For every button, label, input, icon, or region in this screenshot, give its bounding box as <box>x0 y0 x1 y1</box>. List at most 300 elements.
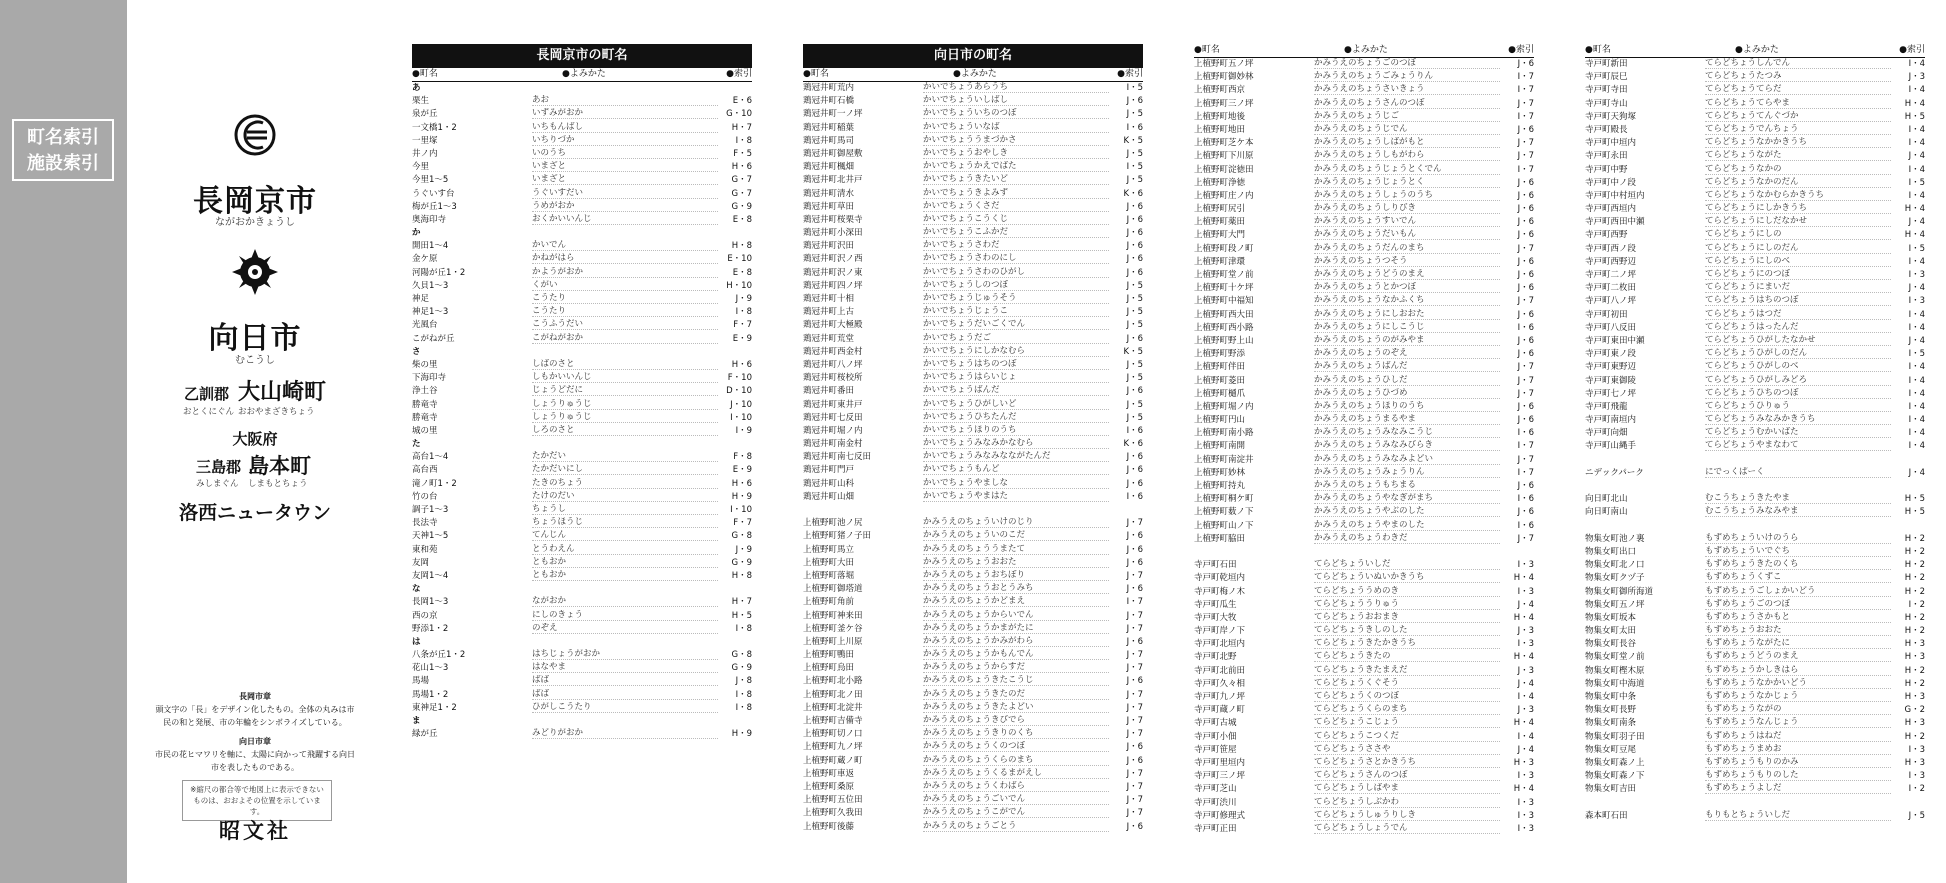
list-item <box>1194 454 1534 467</box>
town-name: 上植野町猪ノ子田 <box>803 531 872 542</box>
list-item <box>412 135 752 148</box>
town-reading: かみうえのちょうじご <box>1314 111 1500 122</box>
town-name: 上植野町大田 <box>803 557 855 568</box>
spacer <box>1585 520 1925 533</box>
header-name: ●町名 <box>1194 45 1220 55</box>
list-item <box>1194 71 1534 84</box>
town-reading: かいでちょうはちのつぼ <box>923 359 1109 370</box>
town-reading: かみうえのちょうしもがわら <box>1314 150 1500 161</box>
town-name: 上植野町尻引 <box>1194 204 1246 215</box>
town-name: 一里塚 <box>412 135 438 146</box>
list-item <box>412 385 752 398</box>
list-item <box>1194 58 1534 71</box>
town-reading: いまざと <box>532 174 718 185</box>
town-reading: ばば <box>532 689 718 700</box>
town-reading: てらどちょうこつくだ <box>1314 731 1500 742</box>
town-reading: はちじょうがおか <box>532 649 718 660</box>
grid-ref: I・5 <box>1126 162 1143 173</box>
list-item <box>803 227 1143 240</box>
oyamazaki-name: 大山崎町 <box>238 380 327 405</box>
grid-ref: I・6 <box>1126 425 1143 436</box>
grid-ref: E・9 <box>732 465 752 476</box>
town-name: 鶏冠井町東井戸 <box>803 399 863 410</box>
town-reading: かみうえのちょうおおた <box>923 557 1109 568</box>
town-reading: てらどちょうひちのつぼ <box>1705 388 1891 399</box>
town-name: 寺戸町西野 <box>1585 230 1628 241</box>
grid-ref: J・4 <box>1908 217 1925 228</box>
town-name: 物集女町出口 <box>1585 546 1637 557</box>
grid-ref: I・5 <box>1908 349 1925 360</box>
town-reading: もりもとちょういしだ <box>1705 810 1891 821</box>
town-name: 寺戸町瓜生 <box>1194 599 1237 610</box>
list-item <box>803 517 1143 530</box>
town-name: 上植野町池ノ尻 <box>803 518 863 529</box>
grid-ref: I・3 <box>1517 560 1534 571</box>
grid-ref: J・7 <box>1126 729 1143 740</box>
town-reading: てらどちょうにまいだ <box>1705 282 1891 293</box>
town-reading: てらどちょうはちのつぼ <box>1705 295 1891 306</box>
list-item <box>803 675 1143 688</box>
town-reading: かいでちょうじゅうそう <box>923 293 1109 304</box>
nagaokakyo-emblem-icon <box>233 113 277 157</box>
town-reading: はなやま <box>532 662 718 673</box>
town-name: 八条が丘1・2 <box>412 650 466 661</box>
town-reading: こうたり <box>532 306 718 317</box>
town-reading: たけのだい <box>532 491 718 502</box>
list-item <box>803 715 1143 728</box>
town-name: 寺戸町小佃 <box>1194 731 1237 742</box>
list-item <box>1585 295 1925 308</box>
grid-ref: I・3 <box>1517 797 1534 808</box>
grid-ref: J・6 <box>1517 270 1534 280</box>
town-name: 寺戸町寺山 <box>1585 98 1628 109</box>
grid-ref: J・5 <box>1126 109 1143 120</box>
town-reading: むこうちょうみなみやま <box>1705 506 1891 517</box>
list-item <box>1194 480 1534 493</box>
list-item <box>803 240 1143 253</box>
list-item <box>1194 177 1534 190</box>
grid-ref: H・2 <box>1904 533 1925 544</box>
kana-heading <box>412 438 752 451</box>
town-name: 上植野町車返 <box>803 768 855 779</box>
town-reading: かみうえのちょうかもんでん <box>923 649 1109 660</box>
list-item <box>1585 84 1925 97</box>
tab-line-facility-index: 施設索引 <box>27 153 99 174</box>
list-item <box>412 122 752 135</box>
list-item <box>803 530 1143 543</box>
list-item <box>1585 388 1925 401</box>
list-item <box>1585 757 1925 770</box>
list-item <box>803 464 1143 477</box>
list-item <box>1585 401 1925 414</box>
shimamoto-district-reading: みしまぐん <box>196 479 239 489</box>
town-name: 鶏冠井町楓畑 <box>803 162 855 173</box>
list-item <box>412 425 752 438</box>
town-name: こがねが丘 <box>412 333 455 344</box>
town-reading: もずめちょういでぐち <box>1705 546 1891 557</box>
town-reading: もずめちょうきたのくち <box>1705 559 1891 570</box>
grid-ref: H・3 <box>1904 757 1925 768</box>
town-reading: もずめちょういけのうら <box>1705 533 1891 544</box>
town-reading: かみうえのちょうやまのした <box>1314 520 1500 531</box>
index-tab[interactable] <box>12 119 114 181</box>
town-reading: かみうえのちょうかどまえ <box>923 596 1109 607</box>
town-name: 上植野町芝ケ本 <box>1194 138 1254 149</box>
town-reading: てらどちょうてんぐづか <box>1705 111 1891 122</box>
town-reading: ともおか <box>532 570 718 581</box>
town-reading: てらどちょうなかかきうち <box>1705 137 1891 148</box>
grid-ref: J・6 <box>1517 230 1534 241</box>
town-reading: てらどちょうひがしたなかせ <box>1705 335 1891 346</box>
list-item <box>1194 770 1534 783</box>
grid-ref: H・5 <box>1904 111 1925 122</box>
list-item <box>803 267 1143 280</box>
grid-ref: J・7 <box>1126 781 1143 792</box>
grid-ref: E・10 <box>727 254 752 265</box>
grid-ref: J・6 <box>1517 217 1534 228</box>
town-reading: かみうえのちょうとかつぼ <box>1314 282 1500 293</box>
list-item <box>1194 638 1534 651</box>
town-reading: てらどちょうくらのまち <box>1314 704 1500 715</box>
town-name: 梅が丘1〜3 <box>412 201 457 212</box>
town-name: 森本町石田 <box>1585 810 1628 821</box>
town-reading: にでっくぱーく <box>1705 467 1891 478</box>
town-reading: かみうえのちょうくるまがえし <box>923 768 1109 779</box>
town-reading: てらどちょうなかの <box>1705 164 1891 175</box>
town-reading: もずめちょうかしきはら <box>1705 665 1891 676</box>
list-item <box>803 306 1143 319</box>
list-item <box>1194 533 1534 546</box>
list-item <box>1194 256 1534 269</box>
list-item <box>803 372 1143 385</box>
list-item <box>1194 744 1534 757</box>
list-item <box>1585 243 1925 256</box>
list-item <box>1585 625 1925 638</box>
list-item <box>1585 440 1925 453</box>
town-reading: てらどちょうしゅうりしき <box>1314 810 1500 821</box>
town-reading: てらどちょうなかのだん <box>1705 177 1891 188</box>
list-item <box>1585 665 1925 678</box>
grid-ref: I・5 <box>1126 83 1143 93</box>
town-reading: てらどちょうきたの <box>1314 651 1500 662</box>
list-item <box>412 491 752 504</box>
list-item <box>412 412 752 425</box>
grid-ref: H・4 <box>1904 98 1925 109</box>
town-name: 上植野町上川原 <box>803 636 863 647</box>
list-item <box>803 174 1143 187</box>
town-name: 鶏冠井町桜校所 <box>803 373 863 384</box>
town-name: 鶏冠井町北井戸 <box>803 175 863 186</box>
grid-ref: J・10 <box>730 399 752 410</box>
grid-ref: K・5 <box>1123 346 1143 357</box>
town-reading: かみうえのちょうにしこうじ <box>1314 322 1500 333</box>
town-name: 上植野町九ノ坪 <box>803 742 863 753</box>
list-item <box>1585 744 1925 757</box>
town-reading: かみうえのちょうなかふくち <box>1314 295 1500 306</box>
town-name: 鶏冠井町山畑 <box>803 491 855 502</box>
town-reading: かみうえのちょういけのじり <box>923 517 1109 528</box>
town-reading: てらどちょうにしかきうち <box>1705 203 1891 214</box>
grid-ref: I・10 <box>730 412 752 423</box>
town-reading: てらどちょうやまなわて <box>1705 440 1891 451</box>
grid-ref: H・8 <box>731 241 752 252</box>
grid-ref: I・8 <box>735 623 752 634</box>
grid-ref: J・7 <box>1126 795 1143 806</box>
grid-ref: I・4 <box>1908 85 1925 96</box>
list-item <box>1194 361 1534 374</box>
town-name: 緑が丘 <box>412 729 438 740</box>
grid-ref: J・6 <box>1126 742 1143 753</box>
town-name: 浄土谷 <box>412 386 438 397</box>
list-item <box>803 451 1143 464</box>
town-reading: かいでちょうじょうこ <box>923 306 1109 317</box>
town-reading: かみうえのちょうじょうとくでん <box>1314 164 1500 175</box>
town-reading: にしのきょう <box>532 610 718 621</box>
list-item <box>1585 150 1925 163</box>
list-item <box>1194 282 1534 295</box>
list-item <box>803 596 1143 609</box>
list-item <box>1194 150 1534 163</box>
list-item <box>803 491 1143 504</box>
emblem1-title: 長岡市章 <box>239 692 271 701</box>
list-item <box>803 728 1143 741</box>
town-reading: かみうえのちょうかまがたに <box>923 623 1109 634</box>
town-name: 上植野町久我田 <box>803 808 863 819</box>
muko-emblem-icon <box>230 247 280 297</box>
list-item <box>1194 295 1534 308</box>
town-name: 寺戸町西野辺 <box>1585 256 1637 267</box>
town-name: 高台西 <box>412 465 438 476</box>
list-item <box>412 372 752 385</box>
town-name: 上植野町十ケ坪 <box>1194 283 1254 294</box>
list-item <box>1585 572 1925 585</box>
list-item <box>1585 704 1925 717</box>
town-name: 寺戸町辰巳 <box>1585 72 1628 83</box>
grid-ref: J・3 <box>1517 705 1534 716</box>
list-item <box>1585 58 1925 71</box>
town-reading: しょうりゅうじ <box>532 399 718 410</box>
town-name: 寺戸町西垣内 <box>1585 204 1637 215</box>
town-name: 勝竜寺 <box>412 399 438 410</box>
town-name: 上植野町西京 <box>1194 85 1246 96</box>
list-item <box>1194 612 1534 625</box>
town-name: 上植野町落堀 <box>803 570 855 581</box>
town-name: 寺戸町北野 <box>1194 652 1237 663</box>
town-reading: みどりがおか <box>532 728 718 739</box>
town-reading: しょうりゅうじ <box>532 412 718 423</box>
list-item <box>412 108 752 121</box>
town-reading: かみうえのちょうこがでん <box>923 807 1109 818</box>
town-name: 上植野町菱田 <box>1194 375 1246 386</box>
grid-ref: K・6 <box>1123 188 1143 199</box>
town-name: 上植野町釜ケ谷 <box>803 623 863 634</box>
shimamoto-reading: しまもとちょう <box>248 479 308 489</box>
list-item <box>1585 137 1925 150</box>
grid-ref: I・3 <box>1908 270 1925 280</box>
town-reading: かいでちょうくさだ <box>923 201 1109 212</box>
grid-ref: J・5 <box>1126 307 1143 318</box>
town-name: 寺戸町大牧 <box>1194 612 1237 623</box>
grid-ref: J・7 <box>1517 296 1534 307</box>
grid-ref: J・7 <box>1126 808 1143 819</box>
grid-ref: J・6 <box>1517 256 1534 267</box>
town-reading: もずめちょうよしだ <box>1705 783 1891 794</box>
town-reading: てらどちょうみなみかきうち <box>1705 414 1891 425</box>
header-reading: ●よみかた <box>953 69 997 79</box>
town-reading: かみうえのちょういのこだ <box>923 530 1109 541</box>
town-reading: こがねがおか <box>532 333 718 344</box>
list-item <box>412 293 752 306</box>
list-item <box>1585 506 1925 519</box>
grid-ref: J・5 <box>1126 373 1143 384</box>
grid-ref: E・8 <box>732 267 752 278</box>
town-reading: かみうえのちょうわきだ <box>1314 533 1500 544</box>
town-name: 上植野町西大田 <box>1194 309 1254 320</box>
town-name: 寺戸町乾垣内 <box>1194 573 1246 584</box>
town-name: 寺戸町九ノ坪 <box>1194 692 1246 702</box>
list-item <box>1194 797 1534 810</box>
emblem1-text: 頭文字の「長」をデザイン化したもの。全体の丸みは市民の和と発展、市の年輪をシンボライズしている。 <box>155 705 355 727</box>
kana-label: あ <box>412 83 421 93</box>
grid-ref: H・4 <box>1513 784 1534 795</box>
grid-ref: H・4 <box>1904 230 1925 241</box>
list-item <box>1585 493 1925 506</box>
town-reading: てらどちょうにしだなかせ <box>1705 216 1891 227</box>
list-item <box>412 214 752 227</box>
town-reading: かいでちょうさわのひがし <box>923 267 1109 278</box>
grid-ref: J・6 <box>1126 584 1143 595</box>
shimamoto-district: 三島郡 <box>196 458 242 476</box>
town-name: 寺戸町岸ノ下 <box>1194 626 1246 637</box>
grid-ref: I・3 <box>1908 744 1925 755</box>
town-reading: かいでちょうにしかなむら <box>923 346 1109 357</box>
header-name: ●町名 <box>803 69 829 79</box>
grid-ref: I・9 <box>735 425 752 436</box>
town-name: 今里 <box>412 162 430 173</box>
list-item <box>412 464 752 477</box>
town-reading: てらどちょうにのつぼ <box>1705 269 1891 280</box>
grid-ref: I・6 <box>1517 520 1534 531</box>
list-item <box>803 794 1143 807</box>
grid-ref: J・6 <box>1126 267 1143 278</box>
grid-ref: I・3 <box>1517 586 1534 597</box>
grid-ref: H・3 <box>1904 692 1925 702</box>
grid-ref: H・5 <box>1904 494 1925 505</box>
list-item <box>803 781 1143 794</box>
town-reading: いちりづか <box>532 135 718 146</box>
town-reading: うぐいすだい <box>532 188 718 199</box>
grid-ref: H・3 <box>1904 652 1925 663</box>
grid-ref: J・4 <box>1517 678 1534 689</box>
grid-ref: J・5 <box>1126 320 1143 331</box>
list-item <box>803 201 1143 214</box>
town-name: 泉が丘 <box>412 109 438 120</box>
town-reading: かみうえのちょうくらのまち <box>923 755 1109 766</box>
list-item <box>803 412 1143 425</box>
list-item <box>803 768 1143 781</box>
town-name: 寺戸町北垣内 <box>1194 639 1246 650</box>
oyamazaki-district: 乙訓郡 <box>184 385 230 403</box>
town-reading: もずめちょうはねだ <box>1705 731 1891 742</box>
grid-ref: J・7 <box>1517 98 1534 109</box>
town-name: 寺戸町修理式 <box>1194 810 1246 821</box>
town-name: 奥海印寺 <box>412 214 447 225</box>
town-name: 上植野町下川原 <box>1194 151 1254 162</box>
tab-line-town-index: 町名索引 <box>27 127 99 148</box>
town-name: 上植野町薮ノ下 <box>1194 507 1254 518</box>
list-item <box>1194 467 1534 480</box>
grid-ref: H・9 <box>731 729 752 740</box>
town-reading: てらどちょうさとかきうち <box>1314 757 1500 768</box>
index-column-muko-2 <box>1194 44 1534 883</box>
town-reading: ちょうほうじ <box>532 517 718 528</box>
list-item <box>1585 770 1925 783</box>
index-column-muko <box>803 44 1143 883</box>
town-name: 物集女町五ノ坪 <box>1585 599 1645 610</box>
list-item <box>1585 783 1925 796</box>
town-name: 上植野町堀ノ内 <box>1194 401 1254 412</box>
list-item <box>803 346 1143 359</box>
grid-ref: H・3 <box>1904 639 1925 650</box>
list-item <box>1194 599 1534 612</box>
town-name: 上植野町淀徳田 <box>1194 164 1254 175</box>
column-header <box>1585 44 1925 58</box>
grid-ref: H・2 <box>1904 586 1925 597</box>
list-item <box>412 240 752 253</box>
list-item <box>1194 717 1534 730</box>
town-reading: たきのちょう <box>532 478 718 489</box>
town-reading: かいでちょうしのつぼ <box>923 280 1109 291</box>
town-reading: かいでちょううまづかさ <box>923 135 1109 146</box>
town-name: 滝ノ町1・2 <box>412 478 457 489</box>
town-reading: かみうえのちょうごとう <box>923 821 1109 832</box>
grid-ref: I・3 <box>1517 771 1534 782</box>
town-reading: てらどちょうむかいばた <box>1705 427 1891 438</box>
town-reading: かみうえのちょうごのつぼ <box>1314 58 1500 69</box>
town-reading: てらどちょうにしのべ <box>1705 256 1891 267</box>
grid-ref: F・7 <box>733 518 752 529</box>
town-name: 東神足1・2 <box>412 702 457 713</box>
grid-ref: J・6 <box>1126 201 1143 212</box>
list-item <box>803 557 1143 570</box>
town-name: 寺戸町初田 <box>1585 309 1628 320</box>
town-reading: ながおか <box>532 596 718 607</box>
town-reading: てらどちょうはつだ <box>1705 309 1891 320</box>
grid-ref: I・6 <box>1126 122 1143 133</box>
nagaokakyo-reading: ながおかきょうし <box>215 217 295 228</box>
column-header <box>803 68 1143 82</box>
kana-label: な <box>412 584 421 595</box>
column-header <box>1194 44 1534 58</box>
grid-ref: H・2 <box>1904 546 1925 557</box>
town-name: 上植野町伴田 <box>1194 362 1246 373</box>
list-item <box>1585 216 1925 229</box>
header-reading: ●よみかた <box>1735 45 1779 55</box>
town-name: 上植野町持丸 <box>1194 481 1246 491</box>
town-reading: かみうえのちょうひしだ <box>1314 375 1500 386</box>
list-item <box>412 596 752 609</box>
list-item <box>803 333 1143 346</box>
grid-ref: J・5 <box>1126 280 1143 291</box>
town-name: 物集女町豆尾 <box>1585 744 1637 755</box>
grid-ref: I・7 <box>1517 85 1534 96</box>
grid-ref: G・8 <box>731 650 752 661</box>
list-item <box>1585 612 1925 625</box>
town-reading: かみうえのちょううまたて <box>923 544 1109 555</box>
town-reading: もずめちょうなかじょう <box>1705 691 1891 702</box>
town-name: 上植野町切ノ口 <box>803 729 863 740</box>
town-reading: かいでちょうみなみかなむら <box>923 438 1109 449</box>
